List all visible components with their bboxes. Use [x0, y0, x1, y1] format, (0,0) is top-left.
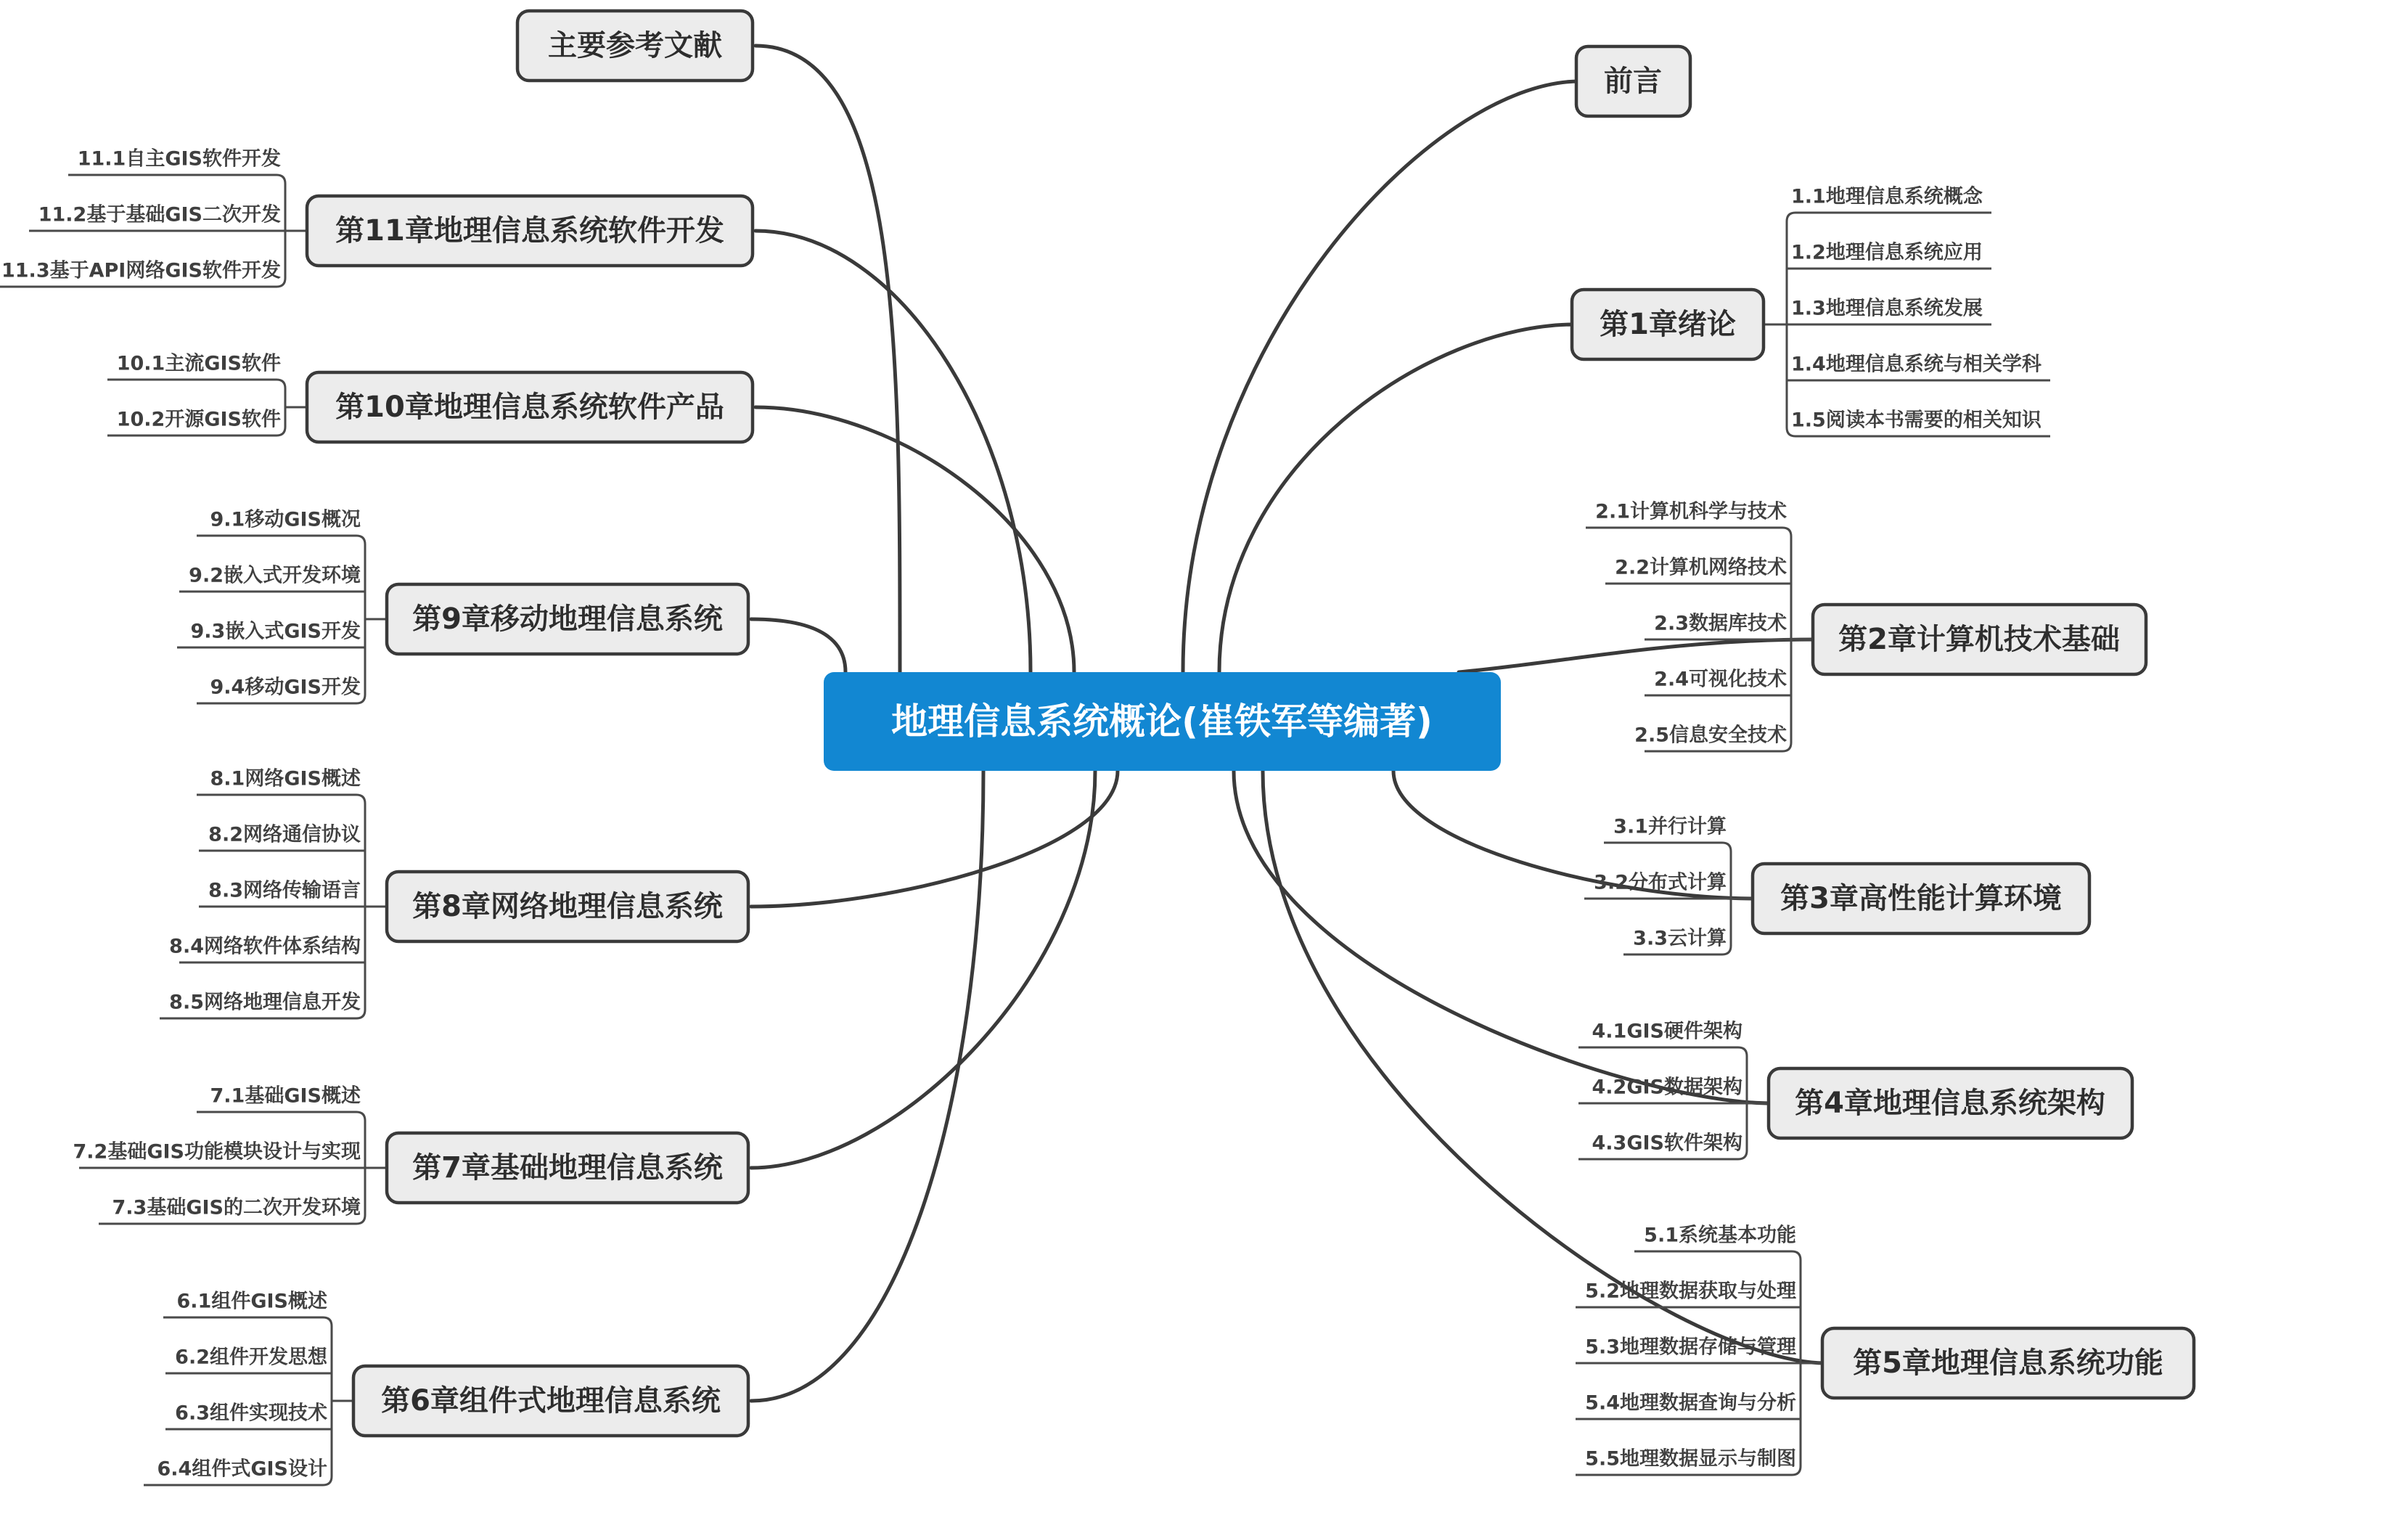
- central-topic-group: [824, 672, 1501, 771]
- chapter-label-10: 第10章地理信息系统软件产品: [335, 391, 724, 424]
- chapter-group-9: [177, 509, 748, 704]
- section-label-9-4[interactable]: 9.4移动GIS开发: [210, 676, 361, 699]
- branch-curve-ch2: [1459, 639, 1816, 672]
- references-label: 主要参考文献: [548, 29, 722, 62]
- section-label-7-1[interactable]: 7.1基础GIS概述: [210, 1084, 361, 1108]
- section-label-1-3[interactable]: 1.3地理信息系统发展: [1791, 297, 1983, 320]
- section-label-2-4[interactable]: 2.4可视化技术: [1654, 668, 1787, 691]
- section-label-4-1[interactable]: 4.1GIS硬件架构: [1592, 1020, 1742, 1043]
- chapter-label-4: 第4章地理信息系统架构: [1795, 1087, 2105, 1120]
- branch-curve-ch10: [755, 407, 1074, 672]
- section-label-1-5[interactable]: 1.5阅读本书需要的相关知识: [1791, 409, 2042, 432]
- section-label-2-5[interactable]: 2.5信息安全技术: [1634, 724, 1787, 747]
- section-label-10-2[interactable]: 10.2开源GIS软件: [116, 408, 281, 431]
- chapter-group-4: [1578, 1021, 2132, 1160]
- section-label-10-1[interactable]: 10.1主流GIS软件: [116, 352, 281, 375]
- branch-curve-ch6: [751, 771, 983, 1401]
- branch-curve-ch1: [1219, 324, 1575, 672]
- section-label-6-3[interactable]: 6.3组件实现技术: [175, 1402, 327, 1425]
- chapter-label-3: 第3章高性能计算环境: [1780, 882, 2062, 915]
- branch-curve-ch7: [751, 771, 1095, 1168]
- section-label-4-2[interactable]: 4.2GIS数据架构: [1592, 1076, 1742, 1099]
- chapter-group-10: [107, 352, 753, 443]
- section-label-5-2[interactable]: 5.2地理数据获取与处理: [1585, 1280, 1796, 1303]
- section-label-6-4[interactable]: 6.4组件式GIS设计: [157, 1457, 327, 1481]
- section-label-8-4[interactable]: 8.4网络软件体系结构: [169, 935, 361, 958]
- chapter-group-5: [1576, 1224, 2194, 1476]
- node-group-preface: [1576, 46, 1690, 116]
- section-label-2-1[interactable]: 2.1计算机科学与技术: [1595, 500, 1787, 523]
- chapter-group-6: [144, 1291, 748, 1486]
- chapter-label-11: 第11章地理信息系统软件开发: [335, 214, 724, 248]
- chapter-label-2: 第2章计算机技术基础: [1838, 623, 2120, 656]
- section-label-11-1[interactable]: 11.1自主GIS软件开发: [77, 147, 281, 171]
- section-label-6-1[interactable]: 6.1组件GIS概述: [176, 1290, 327, 1313]
- section-label-1-1[interactable]: 1.1地理信息系统概念: [1791, 185, 1983, 208]
- section-label-9-3[interactable]: 9.3嵌入式GIS开发: [190, 620, 361, 643]
- section-label-8-2[interactable]: 8.2网络通信协议: [208, 823, 361, 846]
- branch-curve-ch9: [751, 619, 845, 672]
- section-label-1-2[interactable]: 1.2地理信息系统应用: [1791, 241, 1983, 264]
- section-label-9-2[interactable]: 9.2嵌入式开发环境: [189, 564, 361, 587]
- section-label-4-3[interactable]: 4.3GIS软件架构: [1592, 1132, 1742, 1155]
- section-label-3-3[interactable]: 3.3云计算: [1633, 927, 1727, 950]
- section-label-2-2[interactable]: 2.2计算机网络技术: [1615, 556, 1787, 579]
- chapter-group-1: [1572, 185, 2050, 437]
- central-topic-label: 地理信息系统概论(崔铁军等编著): [891, 700, 1433, 743]
- chapter-label-8: 第8章网络地理信息系统: [412, 890, 723, 923]
- chapter-label-7: 第7章基础地理信息系统: [412, 1151, 723, 1185]
- chapter-group-3: [1584, 816, 2089, 955]
- section-label-11-2[interactable]: 11.2基于基础GIS二次开发: [38, 203, 281, 226]
- chapter-label-9: 第9章移动地理信息系统: [412, 602, 723, 636]
- chapter-label-1: 第1章绪论: [1600, 308, 1736, 341]
- chapter-group-11: [0, 147, 753, 287]
- chapter-label-5: 第5章地理信息系统功能: [1853, 1346, 2163, 1380]
- section-label-3-2[interactable]: 3.2分布式计算: [1594, 871, 1727, 894]
- section-label-3-1[interactable]: 3.1并行计算: [1613, 815, 1727, 838]
- branch-curve-references: [755, 46, 900, 672]
- section-label-7-2[interactable]: 7.2基础GIS功能模块设计与实现: [73, 1140, 361, 1164]
- section-label-11-3[interactable]: 11.3基于API网络GIS软件开发: [1, 259, 281, 282]
- section-label-5-5[interactable]: 5.5地理数据显示与制图: [1585, 1447, 1796, 1471]
- branch-curve-ch5: [1263, 771, 1825, 1363]
- preface-label: 前言: [1604, 65, 1662, 98]
- section-label-2-3[interactable]: 2.3数据库技术: [1654, 612, 1787, 635]
- branch-curve-ch8: [751, 771, 1118, 907]
- section-label-1-4[interactable]: 1.4地理信息系统与相关学科: [1791, 353, 2042, 376]
- chapter-label-6: 第6章组件式地理信息系统: [381, 1384, 721, 1418]
- chapter-group-7: [73, 1085, 748, 1224]
- section-label-8-3[interactable]: 8.3网络传输语言: [208, 879, 361, 902]
- section-label-9-1[interactable]: 9.1移动GIS概况: [210, 508, 361, 531]
- section-label-7-3[interactable]: 7.3基础GIS的二次开发环境: [112, 1196, 361, 1219]
- chapter-group-2: [1586, 501, 2146, 752]
- section-label-8-1[interactable]: 8.1网络GIS概述: [210, 767, 361, 790]
- section-label-5-3[interactable]: 5.3地理数据存储与管理: [1585, 1336, 1796, 1359]
- section-label-5-4[interactable]: 5.4地理数据查询与分析: [1585, 1391, 1796, 1415]
- section-label-6-2[interactable]: 6.2组件开发思想: [175, 1346, 327, 1369]
- section-label-5-1[interactable]: 5.1系统基本功能: [1644, 1224, 1796, 1247]
- section-label-8-5[interactable]: 8.5网络地理信息开发: [169, 991, 361, 1014]
- branch-curve-ch11: [755, 231, 1031, 672]
- branch-curve-preface: [1183, 81, 1579, 672]
- chapter-group-8: [160, 768, 748, 1019]
- node-group-references: [517, 11, 753, 81]
